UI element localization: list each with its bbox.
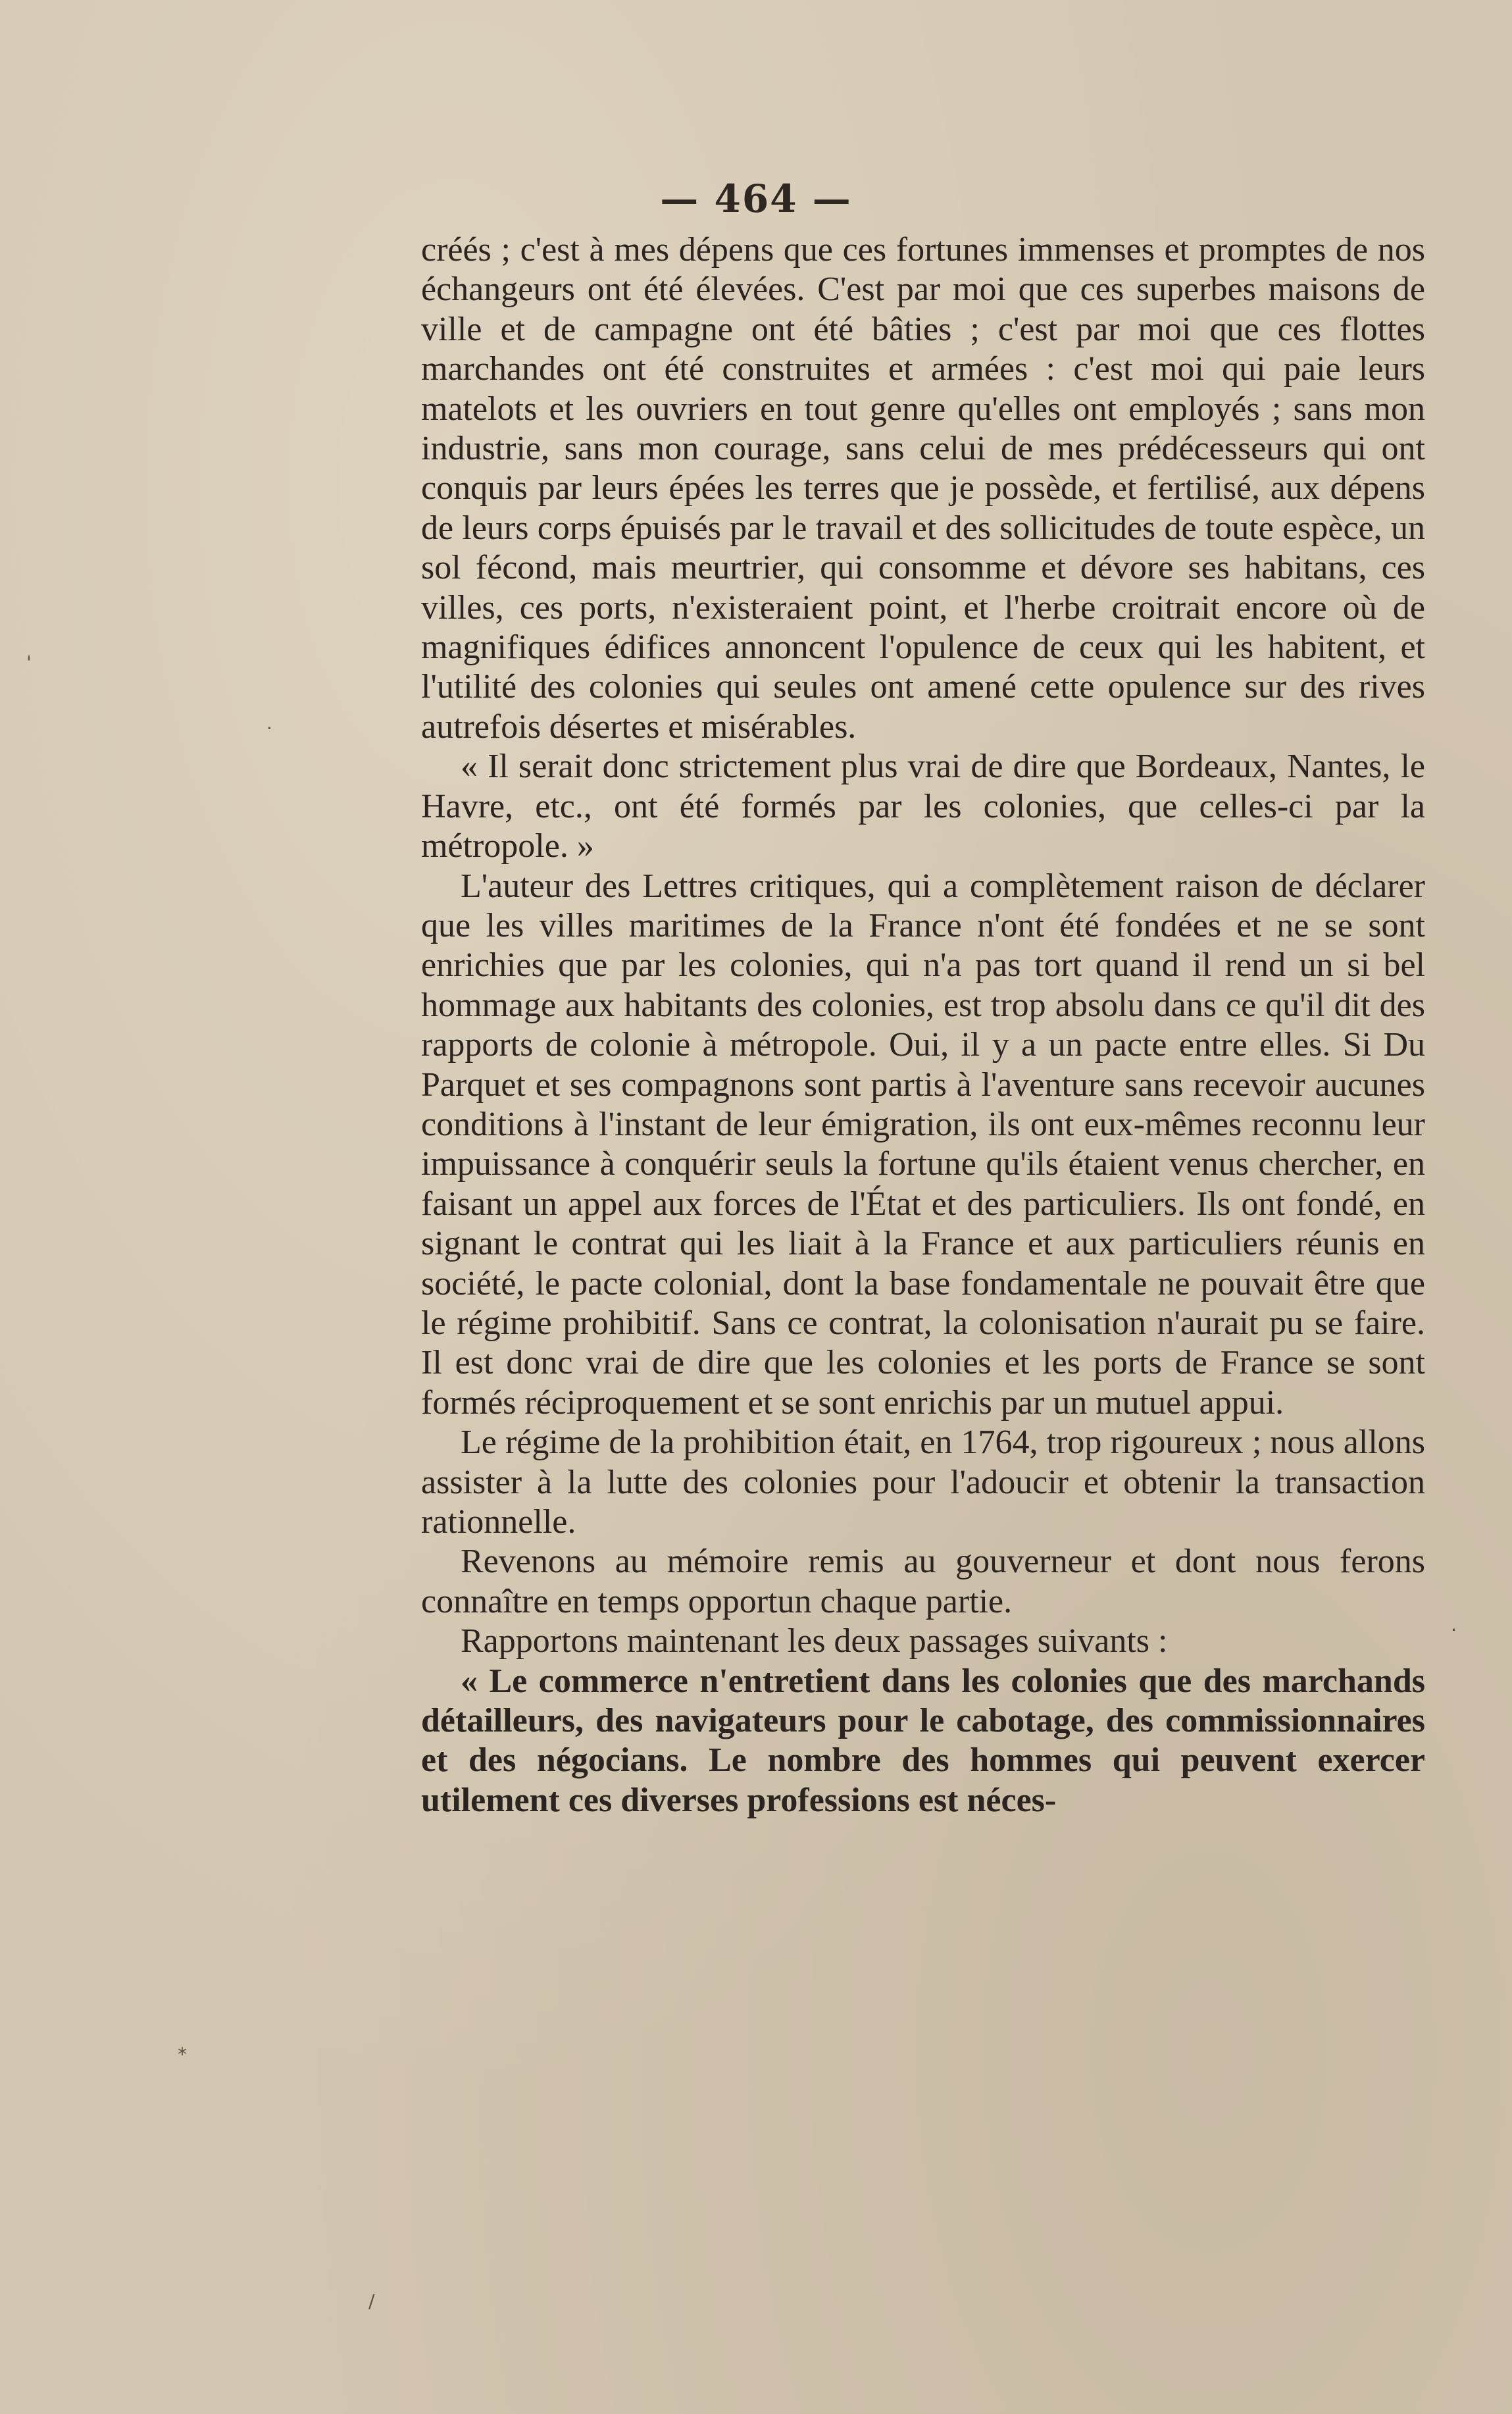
page-number: — 464 — bbox=[660, 176, 852, 221]
scan-speck: · bbox=[266, 717, 272, 739]
paragraph-2-quote: « Il serait donc strictement plus vrai de dire que Bordeaux, Nantes, le Havre, etc., ont été formés par les colonies, que celles-ci par la métropole. » bbox=[421, 748, 1425, 865]
scan-speck: · bbox=[1451, 1619, 1457, 1641]
scan-speck: / bbox=[368, 2290, 375, 2312]
paragraph-6: Rapportons maintenant les deux passages suivants : bbox=[461, 1622, 1168, 1660]
paragraph-4: Le régime de la prohibition était, en 1764, trop rigoureux ; nous allons assister à la lutte des colonies pour l'adoucir et obtenir la transaction rationnelle. bbox=[421, 1424, 1425, 1541]
scan-speck: * bbox=[178, 2043, 187, 2065]
paragraph-7-quote: « Le commerce n'entretient dans les colonies que des marchands détailleurs, des navigateurs pour le cabotage, des commissionnaires et des négocians. Le nombre des hommes qui peuvent exercer utilement ces diverses professions est néces- bbox=[421, 1662, 1425, 1819]
paragraph-5: Revenons au mémoire remis au gouverneur et dont nous ferons connaître en temps opportun chaque partie. bbox=[421, 1543, 1425, 1620]
body-text bbox=[421, 230, 1425, 1820]
scan-speck: ' bbox=[26, 652, 32, 673]
paragraph-3: L'auteur des Lettres critiques, qui a complètement raison de déclarer que les villes maritimes de la France n'ont été fondées et ne se sont enrichies que par les colonies, qui n'a pas tort quand il rend un si bel hommage aux habitants des colonies, est trop absolu dans ce qu'il dit des rapports de colonie à métropole. Oui, il y a un pacte entre elles. Si Du Parquet et ses compagnons sont partis à l'aventure sans recevoir aucunes conditions à l'instant de leur émigration, ils ont eux-mêmes reconnu leur impuissance à conquérir seuls la fortune qu'ils étaient venus chercher, en faisant un appel aux forces de l'État et des particuliers. Ils ont fondé, en signant le contrat qui les liait à la France et aux particuliers réunis en société, le pacte colonial, dont la base fondamentale ne pouvait être que le régime prohibitif. Sans ce contrat, la colonisation n'aurait pu se faire. Il est donc vrai de dire que les colonies et les ports de France se sont formés réciproquement et se sont enrichis par un mutuel appui. bbox=[421, 867, 1425, 1422]
paragraph-1: créés ; c'est à mes dépens que ces fortunes immenses et promptes de nos échangeurs ont été élevées. C'est par moi que ces superbes maisons de ville et de campagne ont été bâties ; c'est par moi que ces flottes marchandes ont été construites et armées : c'est moi qui paie leurs matelots et les ouvriers en tout genre qu'elles ont employés ; sans mon industrie, sans mon courage, sans celui de mes prédécesseurs qui ont conquis par leurs épées les terres que je possède, et fertilisé, aux dépens de leurs corps épuisés par le travail et des sollicitudes de toute espèce, un sol fécond, mais meurtrier, qui consomme et dévore ses habitans, ces villes, ces ports, n'existeraient point, et l'herbe croitrait encore où de magnifiques édifices annoncent l'opulence de ceux qui les habitent, et l'utilité des colonies qui seules ont amené cette opulence sur des rives autrefois désertes et misérables. bbox=[421, 231, 1425, 746]
